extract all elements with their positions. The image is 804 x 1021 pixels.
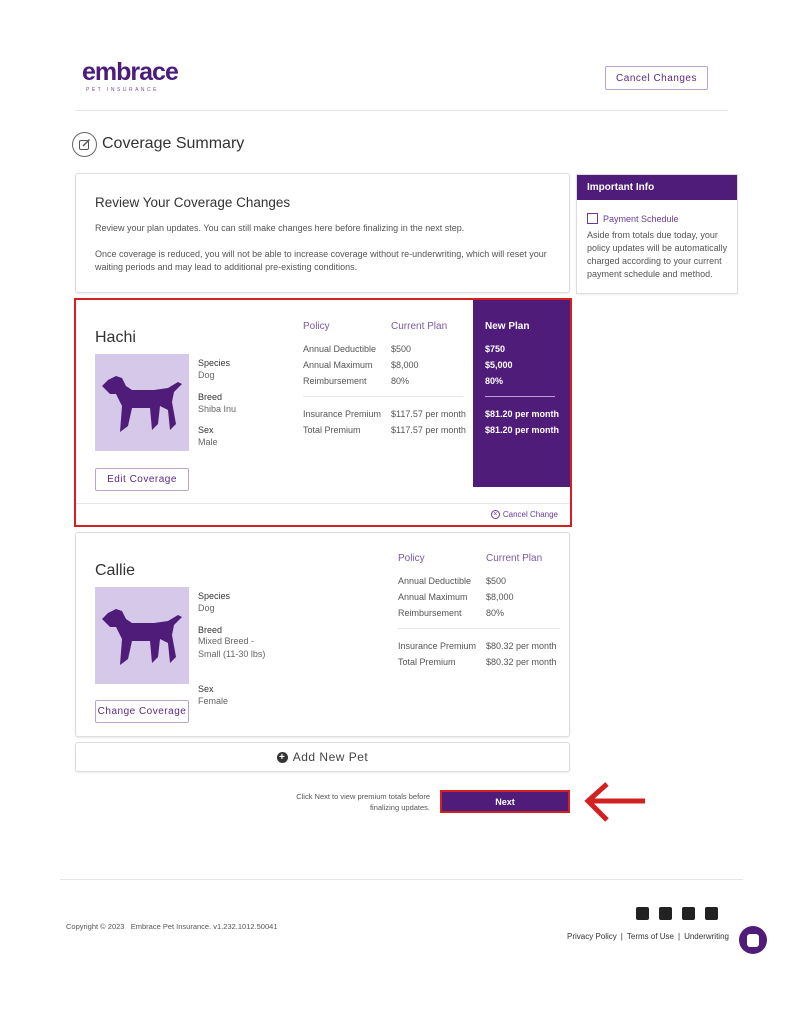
new-plan-header: New Plan bbox=[485, 321, 530, 332]
policy-header: Policy bbox=[398, 553, 425, 564]
arrow-left-icon bbox=[583, 780, 647, 824]
close-circle-icon: × bbox=[491, 510, 500, 519]
copyright: Copyright © 2023 Embrace Pet Insurance. v1.232.1012.50041 bbox=[66, 922, 278, 931]
footer-divider bbox=[60, 879, 743, 880]
instagram-icon[interactable] bbox=[682, 907, 695, 920]
add-new-pet-label: Add New Pet bbox=[292, 750, 369, 764]
divider bbox=[303, 396, 463, 397]
total-premium-label: Total Premium bbox=[398, 657, 456, 667]
reimbursement-label: Reimbursement bbox=[398, 608, 462, 618]
logo-tagline: PET INSURANCE bbox=[86, 87, 159, 93]
species-value: Dog bbox=[198, 603, 215, 613]
dog-image bbox=[95, 587, 189, 684]
social-links bbox=[636, 907, 718, 920]
review-text-2: Once coverage is reduced, you will not be able to increase coverage without re-underwriting, which will reset your waiting periods and may lead to additional pre-existing conditions. bbox=[95, 249, 547, 272]
breed-value: Shiba Inu bbox=[198, 404, 237, 414]
deductible-label: Annual Deductible bbox=[303, 344, 377, 354]
maximum-label: Annual Maximum bbox=[303, 360, 373, 370]
total-premium-label: Total Premium bbox=[303, 425, 361, 435]
plus-circle-icon: + bbox=[277, 752, 288, 763]
sex-label: Sex bbox=[198, 425, 214, 435]
terms-of-use-link[interactable]: Terms of Use bbox=[626, 932, 674, 941]
insurance-premium-label: Insurance Premium bbox=[398, 641, 477, 651]
payment-schedule-label: Payment Schedule bbox=[603, 213, 679, 224]
chat-icon bbox=[747, 934, 759, 947]
dog-silhouette-icon bbox=[98, 372, 186, 434]
current-maximum: $8,000 bbox=[391, 360, 419, 370]
review-text-1: Review your plan updates. You can still make changes here before finalizing in the next step. bbox=[95, 223, 465, 233]
species-label: Species bbox=[198, 358, 231, 368]
divider bbox=[76, 503, 570, 504]
current-reimbursement: 80% bbox=[391, 376, 410, 386]
divider bbox=[398, 628, 560, 629]
sex-value: Male bbox=[198, 437, 218, 447]
pet-name: Hachi bbox=[95, 329, 136, 346]
new-total-premium: $81.20 per month bbox=[485, 425, 560, 435]
breed-value: Mixed Breed - Small (11-30 lbs) bbox=[198, 636, 266, 659]
dog-image bbox=[95, 354, 189, 451]
payment-schedule-link[interactable] bbox=[587, 213, 679, 224]
important-info-panel bbox=[576, 174, 738, 294]
policy-header: Policy bbox=[303, 321, 330, 332]
embrace-logo[interactable]: embrace bbox=[82, 58, 178, 86]
current-insurance-premium: $117.57 per month bbox=[391, 409, 466, 419]
page-title: Coverage Summary bbox=[102, 135, 245, 152]
cancel-changes-button[interactable]: Cancel Changes bbox=[605, 66, 708, 90]
current-insurance-premium: $80.32 per month bbox=[486, 641, 557, 651]
maximum-label: Annual Maximum bbox=[398, 592, 468, 602]
pet-name: Callie bbox=[95, 562, 136, 579]
cancel-change-label: Cancel Change bbox=[502, 510, 558, 519]
edit-coverage-button[interactable]: Edit Coverage bbox=[95, 468, 189, 491]
change-coverage-button[interactable]: Change Coverage bbox=[95, 700, 189, 723]
chat-button[interactable] bbox=[739, 926, 767, 954]
breed-label: Breed bbox=[198, 392, 223, 402]
add-new-pet-button[interactable] bbox=[75, 742, 570, 772]
current-reimbursement: 80% bbox=[486, 608, 505, 618]
dog-silhouette-icon bbox=[98, 605, 186, 667]
sex-value: Female bbox=[198, 696, 229, 706]
current-maximum: $8,000 bbox=[486, 592, 514, 602]
new-maximum: $5,000 bbox=[485, 360, 513, 370]
new-reimbursement: 80% bbox=[485, 376, 504, 386]
pinterest-icon[interactable] bbox=[705, 907, 718, 920]
pet-card-callie bbox=[75, 532, 570, 737]
current-deductible: $500 bbox=[486, 576, 507, 586]
species-label: Species bbox=[198, 591, 231, 601]
footer-links bbox=[567, 932, 729, 941]
cancel-change-link[interactable] bbox=[491, 510, 558, 519]
divider bbox=[485, 396, 555, 397]
species-value: Dog bbox=[198, 370, 215, 380]
insurance-premium-label: Insurance Premium bbox=[303, 409, 382, 419]
twitter-icon[interactable] bbox=[659, 907, 672, 920]
sex-label: Sex bbox=[198, 684, 214, 694]
review-card bbox=[75, 173, 570, 293]
pet-card-hachi bbox=[74, 298, 572, 527]
info-text: Aside from totals due today, your policy updates will be automatically charged according to your current payment schedule and method. bbox=[587, 230, 728, 279]
separator: | bbox=[620, 932, 623, 941]
new-plan-column bbox=[473, 300, 570, 487]
facebook-icon[interactable] bbox=[636, 907, 649, 920]
current-deductible: $500 bbox=[391, 344, 412, 354]
next-hint: Click Next to view premium totals before finalizing updates. bbox=[296, 792, 430, 812]
edit-icon bbox=[72, 132, 97, 157]
breed-label: Breed bbox=[198, 625, 223, 635]
current-total-premium: $80.32 per month bbox=[486, 657, 557, 667]
current-total-premium: $117.57 per month bbox=[391, 425, 466, 435]
underwriting-link[interactable]: Underwriting bbox=[684, 932, 729, 941]
separator: | bbox=[678, 932, 681, 941]
header-divider bbox=[75, 110, 728, 111]
current-plan-header: Current Plan bbox=[486, 553, 543, 564]
privacy-policy-link[interactable]: Privacy Policy bbox=[567, 932, 617, 941]
next-button[interactable]: Next bbox=[440, 790, 570, 813]
new-insurance-premium: $81.20 per month bbox=[485, 409, 560, 419]
reimbursement-label: Reimbursement bbox=[303, 376, 367, 386]
schedule-icon bbox=[587, 213, 598, 224]
new-deductible: $750 bbox=[485, 344, 506, 354]
current-plan-header: Current Plan bbox=[391, 321, 448, 332]
deductible-label: Annual Deductible bbox=[398, 576, 472, 586]
important-info-header: Important Info bbox=[577, 175, 737, 200]
review-title: Review Your Coverage Changes bbox=[95, 195, 291, 210]
